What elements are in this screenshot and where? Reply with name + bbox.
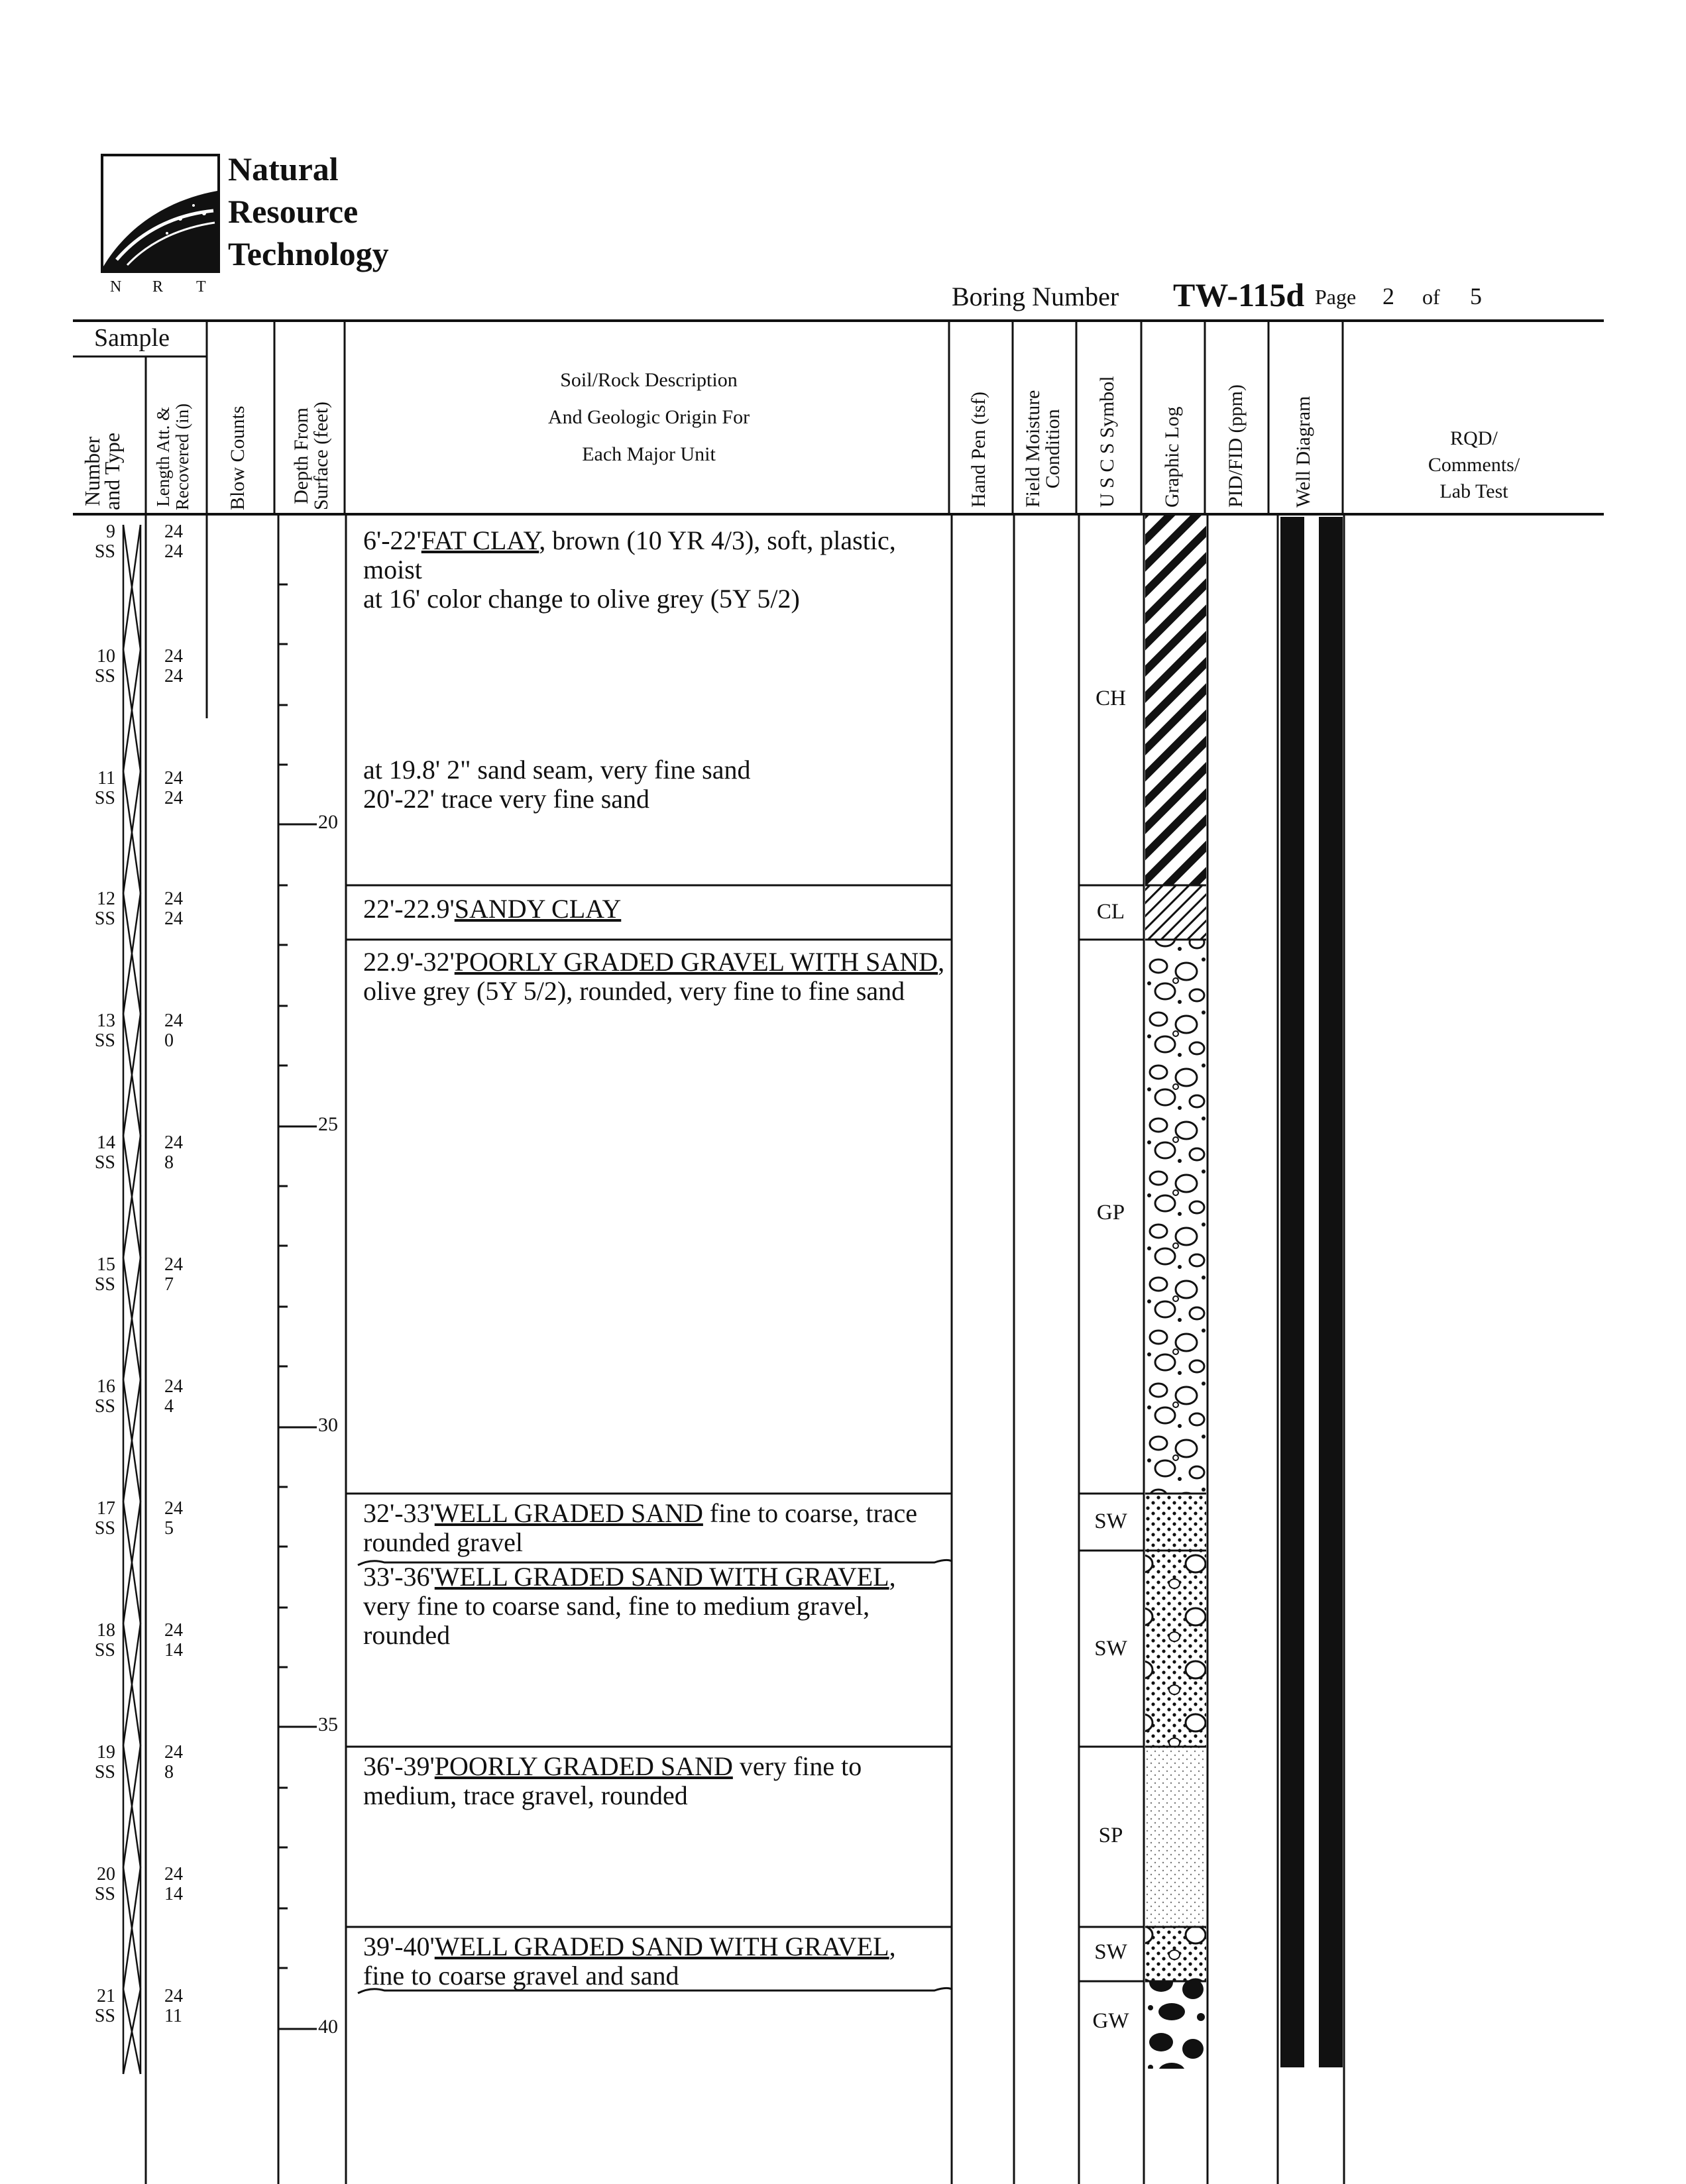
boring-number-label: Boring Number xyxy=(952,282,1119,311)
sample-number: 9 SS xyxy=(94,521,115,562)
sample-length: 24 24 xyxy=(164,768,183,808)
unit-description: 39'-40'WELL GRADED SAND WITH GRAVEL, fine to coarse gravel and sand xyxy=(363,1932,896,1991)
logo-initial-t: T xyxy=(196,278,206,296)
sample-length: 24 7 xyxy=(164,1254,183,1295)
hand-pen-header: Hand Pen (tsf) xyxy=(968,392,989,508)
depth-label: 35 xyxy=(318,1714,338,1735)
sample-length: 24 14 xyxy=(164,1620,183,1661)
depth-label: 20 xyxy=(318,811,338,833)
company-name-2: Resource xyxy=(228,193,359,230)
unit-description: 36'-39'POORLY GRADED SAND very fine to medium, trace gravel, rounded xyxy=(363,1751,862,1810)
uscs-symbol: SP xyxy=(1098,1824,1123,1847)
uscs-symbol: CH xyxy=(1096,686,1126,710)
sample-number: 16 SS xyxy=(94,1376,115,1417)
sample-number: 21 SS xyxy=(94,1986,115,2026)
uscs-symbol: GW xyxy=(1092,2009,1129,2033)
depth-header: Depth From Surface (feet) xyxy=(290,401,332,510)
uscs-symbol: CL xyxy=(1096,900,1125,924)
graphic-log-cl xyxy=(1145,885,1206,940)
boring-number: TW-115d xyxy=(1173,276,1305,313)
unit-note: at 19.8' 2" sand seam, very fine sand 20'-22' trace very fine sand xyxy=(363,755,751,814)
sample-number: 18 SS xyxy=(94,1620,115,1661)
sample-length: 24 8 xyxy=(164,1742,183,1782)
well-casing-left xyxy=(1280,517,1304,2067)
sample-header: Sample xyxy=(94,324,170,352)
logo-initial-n: N xyxy=(110,278,122,296)
rqd-header: RQD/ Comments/ Lab Test xyxy=(1428,427,1520,502)
sample-number: 17 SS xyxy=(94,1498,115,1539)
graphic-log-gw xyxy=(1145,1981,1206,2069)
sample-number: 20 SS xyxy=(94,1864,115,1904)
sample-length: 24 24 xyxy=(164,889,183,929)
length-recovered-header: Length Att. & Recovered (in) xyxy=(153,403,192,510)
pid-header: PID/FID (ppm) xyxy=(1225,384,1247,508)
depth-label: 40 xyxy=(318,2016,338,2038)
depth-label: 30 xyxy=(318,1414,338,1436)
depth-label: 25 xyxy=(318,1113,338,1135)
page-label: Page xyxy=(1315,285,1357,309)
sample-length: 24 24 xyxy=(164,521,183,562)
unit-description: 22'-22.9'SANDY CLAY xyxy=(363,894,622,924)
sample-number: 15 SS xyxy=(94,1254,115,1295)
sample-number: 13 SS xyxy=(94,1010,115,1051)
logo-initial-r: R xyxy=(152,278,164,296)
moisture-header: Field Moisture Condition xyxy=(1022,390,1064,508)
sample-number: 10 SS xyxy=(94,646,115,686)
uscs-symbol: SW xyxy=(1094,1637,1127,1661)
graphic-log-gp xyxy=(1145,940,1206,1494)
sample-length: 24 5 xyxy=(164,1498,183,1539)
sample-length: 24 8 xyxy=(164,1132,183,1173)
graphic-log-sw-1 xyxy=(1145,1494,1206,1551)
graphic-log-header: Graphic Log xyxy=(1161,406,1183,508)
well-diagram-header: Well Diagram xyxy=(1292,396,1314,508)
number-type-header: Number and Type xyxy=(80,432,124,510)
unit-description: 6'-22'FAT CLAY, brown (10 YR 4/3), soft, plastic, moist at 16' color change to olive grey (5Y 5/2) xyxy=(363,525,896,614)
unit-description: 33'-36'WELL GRADED SAND WITH GRAVEL, very fine to coarse sand, fine to medium gravel, rounded xyxy=(363,1562,896,1650)
well-casing-right xyxy=(1319,517,1343,2067)
company-name-1: Natural xyxy=(228,150,339,188)
graphic-log-sw-3 xyxy=(1145,1927,1206,1981)
sample-number: 14 SS xyxy=(94,1132,115,1173)
page-total: 5 xyxy=(1470,283,1482,309)
of-label: of xyxy=(1422,285,1440,309)
uscs-symbol: SW xyxy=(1094,1940,1127,1964)
sample-length: 24 0 xyxy=(164,1010,183,1051)
sample-length: 24 24 xyxy=(164,646,183,686)
graphic-log-sp xyxy=(1145,1747,1206,1927)
sample-length: 24 14 xyxy=(164,1864,183,1904)
unit-description: 32'-33'WELL GRADED SAND fine to coarse, trace rounded gravel xyxy=(363,1498,918,1557)
blow-counts-header: Blow Counts xyxy=(227,406,249,510)
sample-number: 12 SS xyxy=(94,889,115,929)
uscs-symbol: SW xyxy=(1094,1509,1127,1533)
graphic-log-sw-2 xyxy=(1145,1551,1206,1747)
graphic-log-ch xyxy=(1145,516,1206,885)
sample-length: 24 4 xyxy=(164,1376,183,1417)
uscs-header: U S C S Symbol xyxy=(1096,376,1118,508)
uscs-symbol: GP xyxy=(1096,1201,1125,1225)
sample-length: 24 11 xyxy=(164,1986,183,2026)
sample-number: 11 SS xyxy=(94,768,115,808)
sample-number: 19 SS xyxy=(94,1742,115,1782)
company-name-3: Technology xyxy=(228,235,389,272)
page-number: 2 xyxy=(1382,283,1394,309)
description-header: Soil/Rock Description And Geologic Origin For Each Major Unit xyxy=(547,369,750,465)
unit-description: 22.9'-32'POORLY GRADED GRAVEL WITH SAND, olive grey (5Y 5/2), rounded, very fine to fine sand xyxy=(363,947,945,1006)
